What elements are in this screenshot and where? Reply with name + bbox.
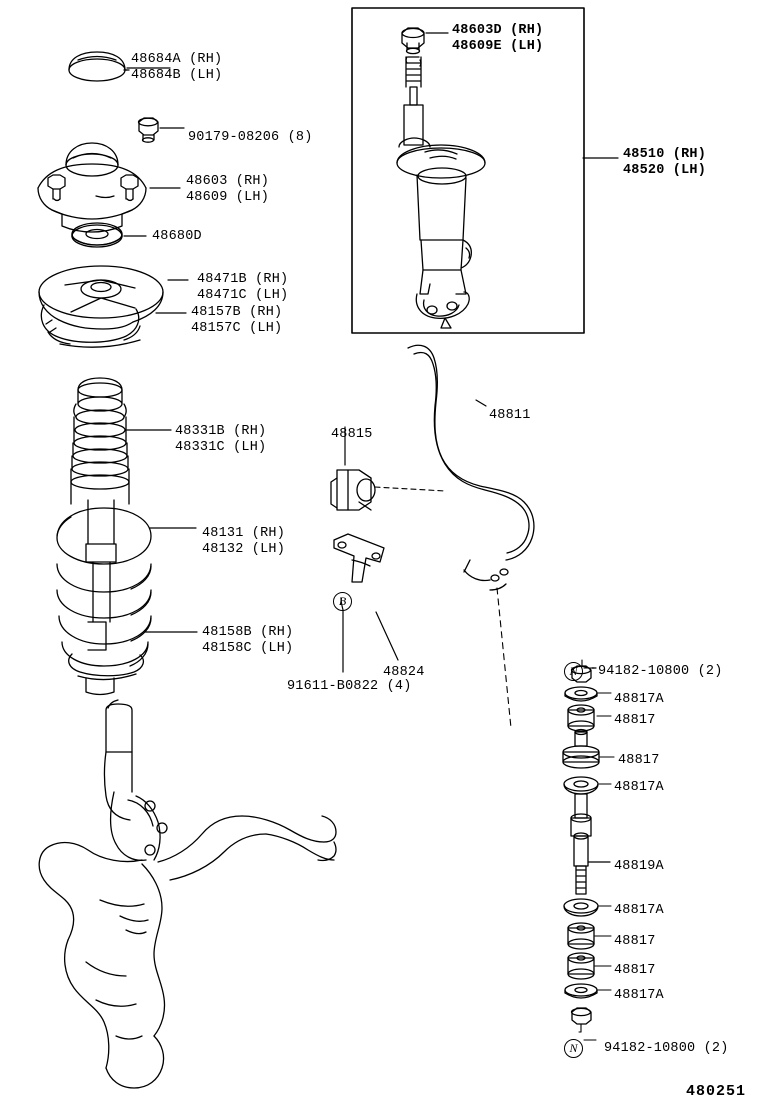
label-48817-3: 48817 — [614, 934, 656, 949]
label-48131: 48131 (RH) 48132 (LH) — [202, 526, 286, 557]
callout-circle-b: B — [333, 592, 352, 611]
label-48824: 48824 — [383, 665, 425, 680]
label-91611: 91611-B0822 (4) — [287, 679, 412, 694]
label-48817-1: 48817 — [614, 713, 656, 728]
label-48684: 48684A (RH) 48684B (LH) — [131, 52, 223, 83]
callout-circle-n-bottom: N — [564, 1039, 583, 1058]
label-48510: 48510 (RH) 48520 (LH) — [623, 147, 707, 178]
label-94182-top: 94182-10800 (2) — [598, 664, 723, 679]
label-90179: 90179-08206 (8) — [188, 130, 313, 145]
label-48811: 48811 — [489, 408, 531, 423]
label-48331: 48331B (RH) 48331C (LH) — [175, 424, 267, 455]
label-48158: 48158B (RH) 48158C (LH) — [202, 625, 294, 656]
label-48819a: 48819A — [614, 859, 664, 874]
label-48815: 48815 — [331, 427, 373, 442]
label-48817a-4: 48817A — [614, 988, 664, 1003]
label-48471: 48471B (RH) 48471C (LH) — [197, 272, 289, 303]
label-48817a-3: 48817A — [614, 903, 664, 918]
label-94182-bottom: 94182-10800 (2) — [604, 1041, 729, 1056]
label-48603: 48603 (RH) 48609 (LH) — [186, 174, 270, 205]
label-48817-4: 48817 — [614, 963, 656, 978]
sheet-number: 480251 — [685, 1083, 746, 1100]
label-48817-2: 48817 — [618, 753, 660, 768]
callout-circle-n-top: N — [564, 662, 583, 681]
label-48603d: 48603D (RH) 48609E (LH) — [452, 23, 544, 54]
label-48157: 48157B (RH) 48157C (LH) — [191, 305, 283, 336]
label-48817a-2: 48817A — [614, 780, 664, 795]
label-48817a-1: 48817A — [614, 692, 664, 707]
label-48680d: 48680D — [152, 229, 202, 244]
